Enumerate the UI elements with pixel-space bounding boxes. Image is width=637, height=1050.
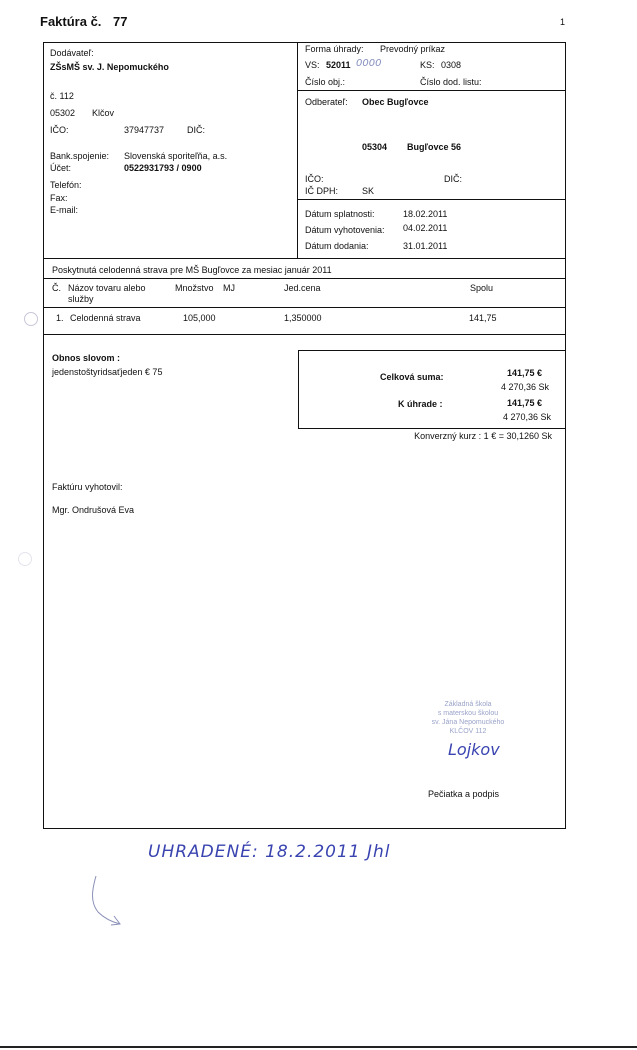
supplier-bank-label: Bank.spojenie: [50, 151, 110, 161]
stamp-signature-label: Pečiatka a podpis [428, 789, 500, 799]
customer-address: Bugľovce 56 [407, 142, 461, 152]
supplier-dic-label: DIČ: [187, 125, 205, 135]
supplier-account: 0522931793 / 0900 [124, 163, 202, 173]
supplier-phone-label: Telefón: [50, 180, 82, 190]
items-end-divider [43, 334, 566, 335]
supplier-label: Dodávateľ: [50, 48, 94, 58]
delivery-date-label: Dátum dodania: [305, 241, 369, 251]
vs-value: 52011 [326, 60, 351, 70]
top-section-divider [43, 258, 566, 259]
issuer-name: Mgr. Ondrušová Eva [52, 505, 135, 515]
punch-hole-mark [24, 312, 38, 326]
vs-handwritten: 0000 [356, 58, 382, 69]
issue-date: 04.02.2011 [403, 223, 448, 233]
stamp-line-1: Základná škola [444, 701, 492, 708]
issuer-label: Faktúru vyhotovil: [52, 482, 123, 492]
row-unit-price: 1,350000 [284, 313, 322, 323]
invoice-title-label: Faktúra č. [40, 14, 102, 29]
in-words-text: jedenstoštyridsaťjeden € 75 [52, 367, 163, 377]
customer-dic-label: DIČ: [444, 174, 462, 184]
supplier-street: č. 112 [50, 91, 74, 101]
supplier-ico: 37947737 [124, 125, 165, 135]
stamp-line-3: sv. Jána Nepomuckého [431, 719, 505, 726]
total-label: Celková suma: [380, 372, 444, 382]
ks-value: 0308 [441, 60, 462, 70]
total-eur: 141,75 € [506, 368, 542, 378]
customer-icdph: SK [362, 186, 375, 196]
col-header-qty: Množstvo [175, 283, 214, 293]
supplier-ico-label: IČO: [50, 125, 69, 135]
supplier-account-label: Účet: [50, 163, 72, 173]
punch-hole-mark [18, 552, 32, 566]
school-stamp [418, 700, 518, 736]
items-header-divider [43, 307, 566, 308]
customer-name: Obec Bugľovce [362, 97, 429, 107]
supplier-fax-label: Fax: [50, 193, 68, 203]
payment-method-label: Forma úhrady: [305, 44, 364, 54]
col-header-name-line2: služby [68, 294, 94, 304]
payment-divider [297, 90, 566, 91]
handwritten-paid-note: UHRADENÉ: 18.2.2011 Jhl [148, 842, 391, 862]
supplier-email-label: E-mail: [50, 205, 79, 215]
customer-label: Odberateľ: [305, 97, 348, 107]
stamp-line-2: s materskou školou [437, 710, 499, 717]
customer-icdph-label: IČ DPH: [305, 186, 339, 196]
row-name: Celodenná strava [70, 313, 141, 323]
col-header-unit: MJ [223, 283, 235, 293]
invoice-number: 77 [113, 14, 128, 29]
due-sk: 4 270,36 Sk [502, 412, 551, 422]
supplier-name: ZŠsMŠ sv. J. Nepomuckého [50, 62, 169, 72]
stamp-line-4: KLČOV 112 [449, 728, 487, 735]
page-number: 1 [560, 17, 566, 27]
due-date-label: Dátum splatnosti: [305, 209, 375, 219]
customer-divider [297, 199, 566, 200]
row-no: 1. [56, 313, 64, 323]
row-total: 141,75 [469, 313, 497, 323]
payment-method: Prevodný príkaz [380, 44, 446, 54]
items-description: Poskytnutá celodenná strava pre MŠ Bugľovce za mesiac január 2011 [52, 265, 332, 275]
ks-label: KS: [420, 60, 435, 70]
pen-stroke-mark [86, 872, 126, 930]
signature: Lojkov [448, 740, 500, 759]
due-date: 18.02.2011 [403, 209, 448, 219]
due-amount-label: K úhrade : [398, 399, 443, 409]
customer-ico-label: IČO: [305, 174, 324, 184]
col-header-name: Názov tovaru alebo [68, 283, 146, 293]
supplier-zip: 05302 [50, 108, 76, 118]
due-eur: 141,75 € [506, 398, 542, 408]
top-divider-vertical [297, 42, 298, 258]
invoice-title [40, 14, 128, 29]
vs-label: VS: [305, 60, 320, 70]
col-header-total: Spolu [470, 283, 494, 293]
col-header-no: Č. [52, 283, 61, 293]
supplier-city: Klčov [92, 108, 115, 118]
conversion-rate: Konverzný kurz : 1 € = 30,1260 Sk [414, 431, 552, 441]
supplier-bank: Slovenská sporiteľňa, a.s. [124, 151, 228, 161]
col-header-unit-price: Jed.cena [284, 283, 321, 293]
issue-date-label: Dátum vyhotovenia: [305, 225, 385, 235]
page-bottom-edge [0, 1046, 637, 1048]
in-words-label: Obnos slovom : [52, 353, 121, 363]
order-number-label: Číslo obj.: [305, 77, 346, 87]
delivery-note-label: Číslo dod. listu: [420, 77, 482, 87]
total-sk: 4 270,36 Sk [500, 382, 549, 392]
delivery-date: 31.01.2011 [403, 241, 448, 251]
row-qty: 105,000 [183, 313, 216, 323]
customer-zip: 05304 [362, 142, 388, 152]
description-divider [43, 278, 566, 279]
